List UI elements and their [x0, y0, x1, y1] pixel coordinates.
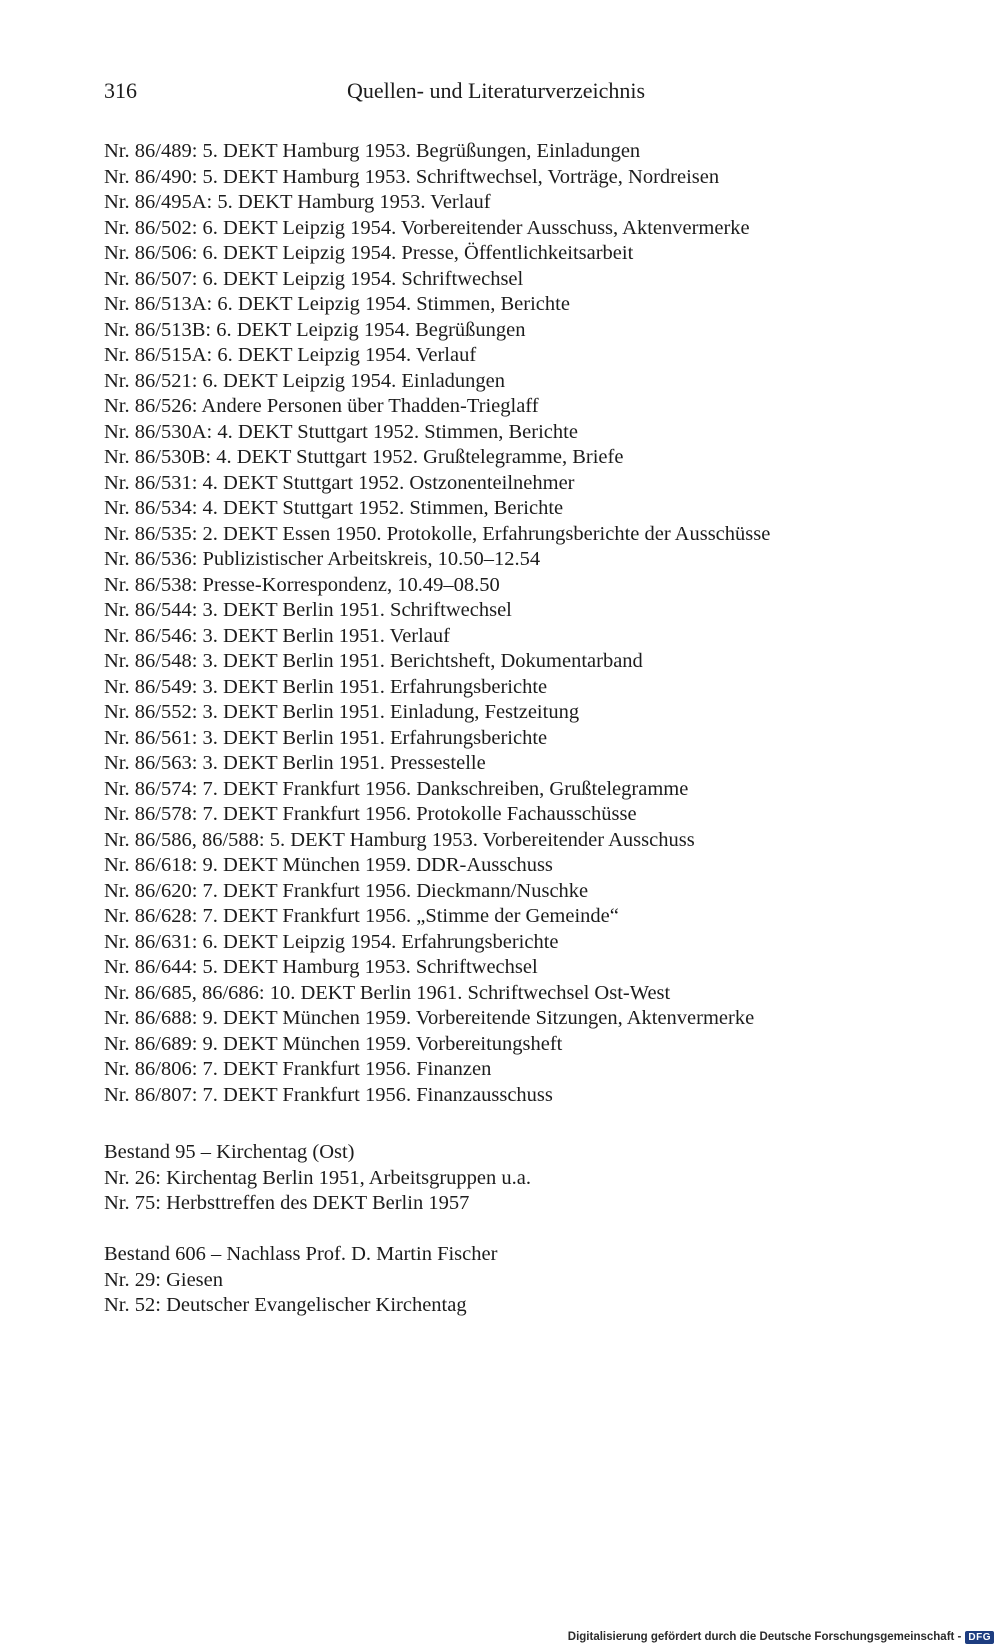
archive-entry: Nr. 26: Kirchentag Berlin 1951, Arbeitsgruppen u.a.: [104, 1166, 531, 1189]
archive-entry: Nr. 86/544: 3. DEKT Berlin 1951. Schriftwechsel: [104, 599, 512, 621]
archive-entry: Nr. 86/530A: 4. DEKT Stuttgart 1952. Stimmen, Berichte: [104, 420, 578, 443]
archive-entry: Nr. 86/578: 7. DEKT Frankfurt 1956. Protokolle Fachausschüsse: [104, 803, 637, 825]
archive-entry: Nr. 86/507: 6. DEKT Leipzig 1954. Schriftwechsel: [104, 267, 524, 290]
archive-entry: Nr. 75: Herbsttreffen des DEKT Berlin 1957: [104, 1192, 470, 1214]
page-number: 316: [104, 78, 137, 103]
archive-entry: Nr. 86/685, 86/686: 10. DEKT Berlin 1961. Schriftwechsel Ost-West: [104, 981, 671, 1004]
archive-entry: Nr. 86/513A: 6. DEKT Leipzig 1954. Stimmen, Berichte: [104, 293, 570, 315]
archive-section-bestand-606: [104, 1242, 984, 1319]
archive-entry: Nr. 86/495A: 5. DEKT Hamburg 1953. Verlauf: [104, 191, 491, 213]
archive-entry: Nr. 86/546: 3. DEKT Berlin 1951. Verlauf: [104, 624, 450, 647]
archive-entry: Nr. 86/534: 4. DEKT Stuttgart 1952. Stimmen, Berichte: [104, 497, 564, 519]
dfg-logo-icon: DFG: [965, 1631, 994, 1644]
archive-entry: Nr. 52: Deutscher Evangelischer Kirchentag: [104, 1294, 467, 1316]
archive-entry: Nr. 86/574: 7. DEKT Frankfurt 1956. Dankschreiben, Grußtelegramme: [104, 777, 689, 800]
archive-entry: Nr. 86/502: 6. DEKT Leipzig 1954. Vorbereitender Ausschuss, Aktenvermerke: [104, 216, 750, 239]
section-heading: Bestand 95 – Kirchentag (Ost): [104, 1141, 355, 1163]
page-header: [104, 78, 924, 112]
section-heading: Bestand 606 – Nachlass Prof. D. Martin Fischer: [104, 1243, 498, 1265]
archive-entry: Nr. 86/489: 5. DEKT Hamburg 1953. Begrüßungen, Einladungen: [104, 140, 641, 162]
footer-text: Digitalisierung gefördert durch die Deutsche Forschungsgemeinschaft -: [567, 1631, 962, 1643]
digitization-footer: [568, 1628, 994, 1646]
archive-entry-list: [104, 139, 984, 1108]
archive-entry: Nr. 86/620: 7. DEKT Frankfurt 1956. Dieckmann/Nuschke: [104, 879, 589, 902]
archive-entry: Nr. 86/563: 3. DEKT Berlin 1951. Pressestelle: [104, 752, 486, 774]
archive-entry: Nr. 86/513B: 6. DEKT Leipzig 1954. Begrüßungen: [104, 318, 526, 341]
archive-entry: Nr. 86/631: 6. DEKT Leipzig 1954. Erfahrungsberichte: [104, 930, 559, 953]
archive-entry: Nr. 86/561: 3. DEKT Berlin 1951. Erfahrungsberichte: [104, 726, 548, 749]
archive-entry: Nr. 86/548: 3. DEKT Berlin 1951. Berichtsheft, Dokumentarband: [104, 650, 643, 672]
archive-entry: Nr. 86/644: 5. DEKT Hamburg 1953. Schriftwechsel: [104, 956, 538, 978]
archive-entry: Nr. 86/536: Publizistischer Arbeitskreis, 10.50–12.54: [104, 548, 541, 570]
archive-entry: Nr. 86/688: 9. DEKT München 1959. Vorbereitende Sitzungen, Aktenvermerke: [104, 1007, 755, 1029]
archive-entry: Nr. 86/526: Andere Personen über Thadden-Trieglaff: [104, 395, 539, 417]
archive-entry: Nr. 86/531: 4. DEKT Stuttgart 1952. Ostzonenteilnehmer: [104, 471, 575, 494]
archive-entry: Nr. 86/807: 7. DEKT Frankfurt 1956. Finanzausschuss: [104, 1083, 553, 1106]
archive-entry: Nr. 86/586, 86/588: 5. DEKT Hamburg 1953. Vorbereitender Ausschuss: [104, 828, 695, 851]
archive-entry: Nr. 86/552: 3. DEKT Berlin 1951. Einladung, Festzeitung: [104, 701, 580, 723]
archive-entry: Nr. 86/515A: 6. DEKT Leipzig 1954. Verlauf: [104, 344, 477, 366]
archive-entry: Nr. 86/535: 2. DEKT Essen 1950. Protokolle, Erfahrungsberichte der Ausschüsse: [104, 522, 771, 545]
archive-entry: Nr. 86/549: 3. DEKT Berlin 1951. Erfahrungsberichte: [104, 675, 548, 698]
archive-entry: Nr. 86/618: 9. DEKT München 1959. DDR-Ausschuss: [104, 854, 553, 876]
archive-entry: Nr. 86/628: 7. DEKT Frankfurt 1956. „Stimme der Gemeinde“: [104, 905, 619, 927]
archive-entry: Nr. 86/806: 7. DEKT Frankfurt 1956. Finanzen: [104, 1058, 492, 1080]
archive-entry: Nr. 86/689: 9. DEKT München 1959. Vorbereitungsheft: [104, 1032, 563, 1055]
archive-entry: Nr. 86/530B: 4. DEKT Stuttgart 1952. Grußtelegramme, Briefe: [104, 446, 624, 468]
archive-entry: Nr. 86/538: Presse-Korrespondenz, 10.49–08.50: [104, 573, 500, 596]
archive-entry: Nr. 29: Giesen: [104, 1268, 223, 1291]
archive-entry: Nr. 86/506: 6. DEKT Leipzig 1954. Presse, Öffentlichkeitsarbeit: [104, 242, 634, 264]
archive-entry: Nr. 86/521: 6. DEKT Leipzig 1954. Einladungen: [104, 369, 506, 392]
archive-entry: Nr. 86/490: 5. DEKT Hamburg 1953. Schriftwechsel, Vorträge, Nordreisen: [104, 165, 720, 188]
archive-section-bestand-95: [104, 1140, 984, 1217]
running-title: Quellen- und Literaturverzeichnis: [347, 78, 646, 103]
